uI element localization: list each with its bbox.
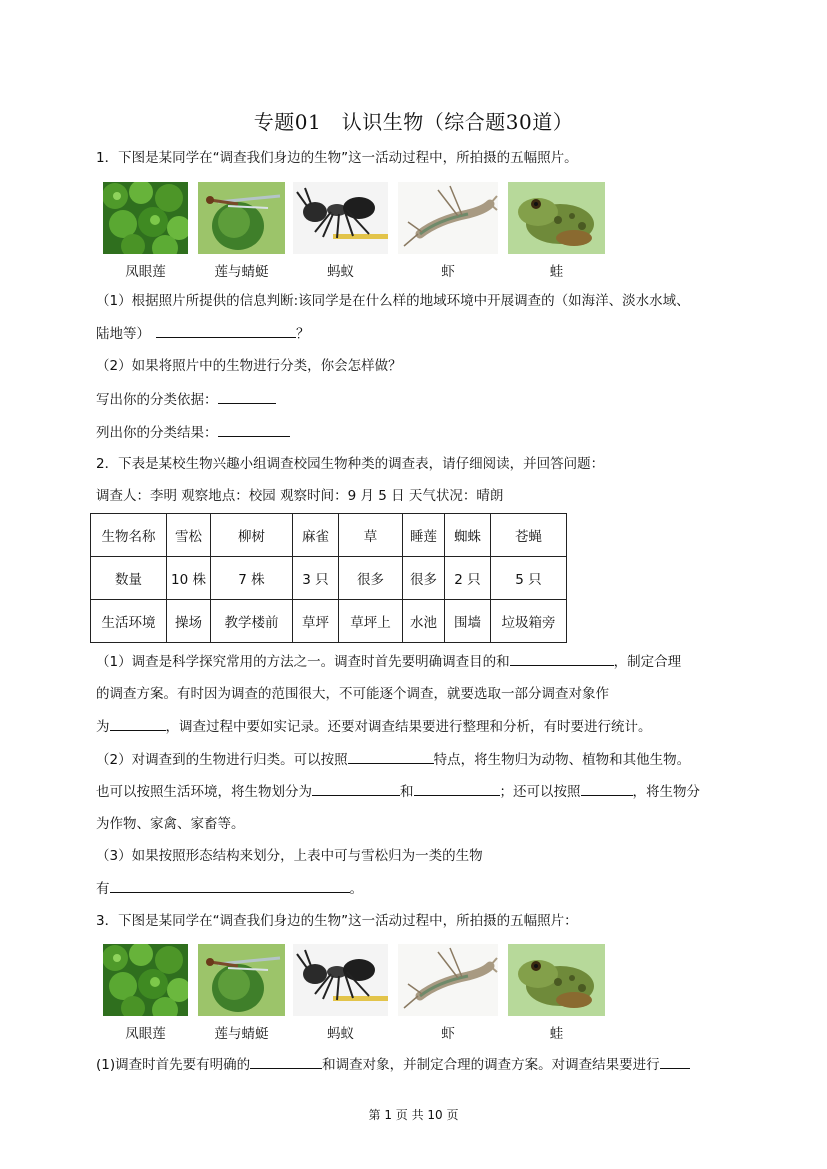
table-cell: 围墙 [445, 600, 491, 643]
q2-part3-line1: （3）如果按照形态结构来划分，上表中可与雪松归为一类的生物 [96, 848, 483, 864]
table-cell: 10 株 [167, 557, 211, 600]
lotus-dragonfly-photo [198, 944, 285, 1016]
q2-part3-line2 [96, 878, 363, 899]
table-cell: 麻雀 [293, 514, 339, 557]
table-cell: 草 [339, 514, 403, 557]
table-cell: 数量 [91, 557, 167, 600]
q2-part2-text-f: ，将生物分 [632, 784, 700, 800]
shrimp-photo [398, 944, 498, 1016]
lotus-dragonfly-photo [198, 182, 285, 254]
q2-part1-line2: 的调查方案。有时因为调查的范围很大，不可能逐个调查，就要选取一部分调查对象作 [96, 686, 609, 702]
q2-part2-text-d: 和 [400, 784, 414, 800]
q2-part1-line3 [96, 716, 652, 737]
table-cell: 水池 [403, 600, 445, 643]
q1-part2: （2）如果将照片中的生物进行分类，你会怎样做？ [96, 358, 402, 374]
q3-part1-text-a: (1)调查时首先要有明确的 [96, 1057, 251, 1073]
table-cell: 蜘蛛 [445, 514, 491, 557]
q2-part3-text-a: 有 [96, 881, 110, 897]
q1-caption-water-hyacinth: 凤眼莲 [125, 264, 166, 280]
q2-habitat-blank-1[interactable] [312, 781, 400, 796]
table-cell: 生物名称 [91, 514, 167, 557]
q1-part1-question-mark: ？ [296, 326, 310, 342]
table-row [91, 557, 567, 600]
q2-part1-text-b: ，制定合理 [613, 654, 682, 670]
q3-caption-frog: 蛙 [549, 1026, 564, 1042]
table-cell: 睡莲 [403, 514, 445, 557]
table-cell: 雪松 [167, 514, 211, 557]
table-cell: 很多 [403, 557, 445, 600]
shrimp-photo [398, 182, 498, 254]
q2-content-blank[interactable] [510, 651, 614, 666]
q1-environment-blank[interactable] [156, 323, 296, 338]
q2-part2-text-b: 特点，将生物归为动物、植物和其他生物。 [433, 752, 691, 768]
q1-part1-line1: （1）根据照片所提供的信息判断:该同学是在什么样的地域环境中开展调查的（如海洋、淡水水域、 [96, 293, 690, 309]
water-hyacinth-photo [103, 182, 188, 254]
q2-part1-line1 [96, 651, 681, 672]
q1-basis-label: 写出你的分类依据： [96, 392, 218, 408]
frog-photo [508, 182, 605, 254]
table-row [91, 600, 567, 643]
q1-part1-text: 陆地等） [96, 326, 150, 342]
q1-caption-lotus-dragonfly: 莲与蜻蜓 [214, 264, 269, 280]
q3-part1-line1 [96, 1054, 690, 1075]
survey-table [90, 513, 567, 643]
frog-photo [508, 944, 605, 1016]
q1-result-label: 列出你的分类结果： [96, 425, 218, 441]
q2-part2-text-e: ；还可以按照 [499, 784, 581, 800]
table-cell: 教学楼前 [211, 600, 293, 643]
q1-result-line [96, 422, 290, 443]
q2-part1-text-c: 为 [96, 719, 110, 735]
q3-part1-text-b: 和调查对象，并制定合理的调查方案。对调查结果要进行 [322, 1057, 660, 1073]
q1-part1-line2 [96, 323, 310, 344]
q2-part1-text-d: ，调查过程中要如实记录。还要对调查结果要进行整理和分析，有时要进行统计。 [165, 719, 652, 735]
q3-purpose-blank[interactable] [250, 1054, 322, 1069]
q3-caption-shrimp: 虾 [441, 1026, 455, 1042]
q1-caption-frog: 蛙 [549, 264, 564, 280]
ant-photo [293, 182, 388, 254]
q2-part2-line2 [96, 781, 700, 802]
table-cell: 3 只 [293, 557, 339, 600]
q2-part2-line3: 为作物、家禽、家畜等。 [96, 816, 245, 832]
q3-caption-ant: 蚂蚁 [327, 1026, 354, 1042]
q2-part3-text-b: 。 [349, 881, 363, 897]
ant-photo [293, 944, 388, 1016]
q1-caption-shrimp: 虾 [441, 264, 455, 280]
table-cell: 2 只 [445, 557, 491, 600]
table-cell: 垃圾箱旁 [491, 600, 567, 643]
table-cell: 柳树 [211, 514, 293, 557]
table-cell: 很多 [339, 557, 403, 600]
q2-morphology-blank[interactable] [348, 749, 434, 764]
q2-sample-blank[interactable] [110, 716, 166, 731]
table-cell: 草坪 [293, 600, 339, 643]
table-row [91, 514, 567, 557]
q2-part2-line1 [96, 749, 690, 770]
table-cell: 5 只 [491, 557, 567, 600]
q1-basis-blank[interactable] [218, 389, 276, 404]
q2-use-blank[interactable] [581, 781, 633, 796]
table-cell: 草坪上 [339, 600, 403, 643]
q2-survey-info: 调查人：李明 观察地点：校园 观察时间：9 月 5 日 天气状况：晴朗 [96, 488, 504, 504]
q1-caption-ant: 蚂蚁 [327, 264, 354, 280]
q2-plant-blank[interactable] [110, 878, 350, 893]
q3-caption-lotus-dragonfly: 莲与蜻蜓 [214, 1026, 269, 1042]
table-cell: 操场 [167, 600, 211, 643]
q2-part1-text-a: （1）调查是科学探究常用的方法之一。调查时首先要明确调查目的和 [96, 654, 510, 670]
q3-process-blank[interactable] [660, 1054, 690, 1069]
q2-part2-text-a: （2）对调查到的生物进行归类。可以按照 [96, 752, 348, 768]
table-cell: 7 株 [211, 557, 293, 600]
page-title: 专题01 认识生物（综合题30道） [253, 110, 574, 134]
q3-stem: 3．下图是某同学在“调查我们身边的生物”这一活动过程中，所拍摄的五幅照片： [96, 913, 578, 929]
q2-habitat-blank-2[interactable] [414, 781, 500, 796]
q2-part2-text-c: 也可以按照生活环境，将生物划分为 [96, 784, 312, 800]
q1-result-blank[interactable] [218, 422, 290, 437]
table-cell: 苍蝇 [491, 514, 567, 557]
water-hyacinth-photo [103, 944, 188, 1016]
q1-stem: 1．下图是某同学在“调查我们身边的生物”这一活动过程中，所拍摄的五幅照片。 [96, 150, 578, 166]
table-cell: 生活环境 [91, 600, 167, 643]
q3-caption-water-hyacinth: 凤眼莲 [125, 1026, 166, 1042]
q1-basis-line [96, 389, 276, 410]
q2-stem: 2．下表是某校生物兴趣小组调查校园生物种类的调查表，请仔细阅读，并回答问题： [96, 456, 605, 472]
page-footer: 第 1 页 共 10 页 [368, 1108, 459, 1122]
